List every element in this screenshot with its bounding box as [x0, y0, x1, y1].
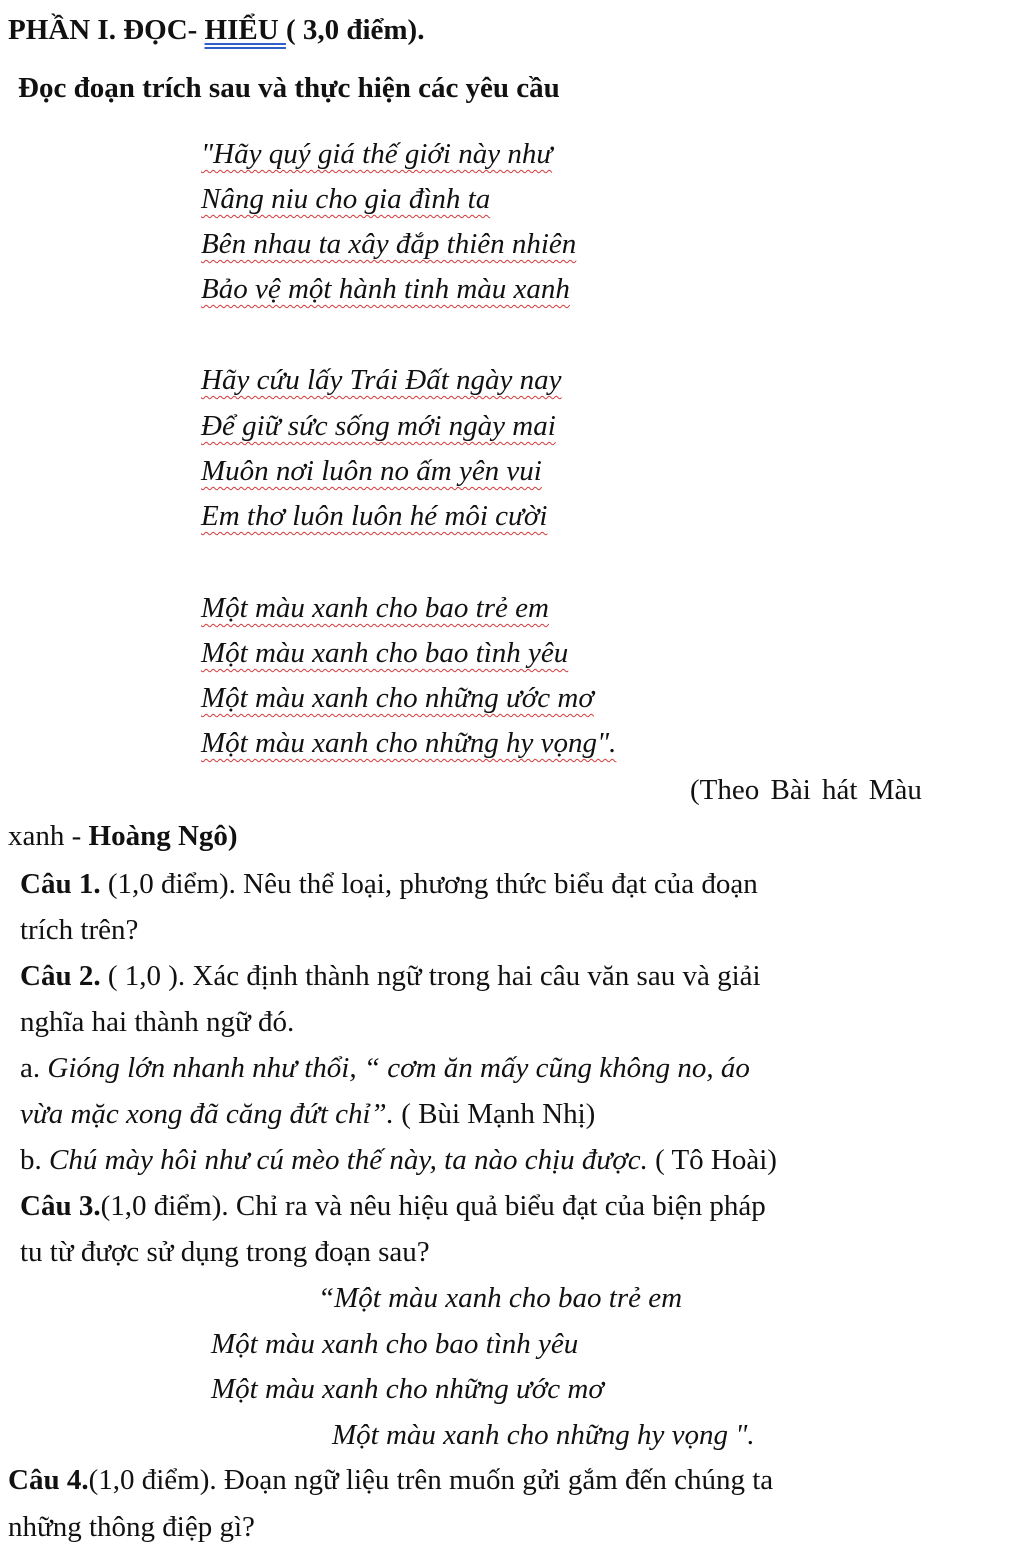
poem-line: Hãy cứu lấy Trái Đất ngày nay	[201, 364, 562, 396]
poem-line: Em thơ luôn luôn hé môi cười	[201, 500, 548, 532]
instruction-heading: Đọc đoạn trích sau và thực hiện các yêu cầu	[18, 72, 560, 104]
question-2a-cont	[20, 1096, 595, 1132]
poem-line: Muôn nơi luôn no ấm yên vui	[201, 455, 542, 487]
question-2a-source: ( Bùi Mạnh Nhị)	[393, 1098, 596, 1130]
poem-line: "Hãy quý giá thế giới này như	[201, 138, 553, 170]
question-2a-prefix: a.	[20, 1052, 48, 1084]
quote-line: “Một màu xanh cho bao trẻ em	[318, 1282, 683, 1314]
question-2b-prefix: b.	[20, 1144, 49, 1176]
question-2-cont: nghĩa hai thành ngữ đó.	[20, 1006, 295, 1038]
part-title-underlined: HIỂU	[204, 14, 286, 46]
question-3-cont: tu từ được sử dụng trong đoạn sau?	[20, 1236, 430, 1268]
poem-line: Một màu xanh cho những ước mơ	[201, 682, 594, 714]
question-4-text: (1,0 điểm). Đoạn ngữ liệu trên muốn gửi gắm đến chúng ta	[88, 1464, 774, 1496]
part-title	[8, 12, 424, 48]
question-1-text: (1,0 điểm). Nêu thể loại, phương thức biểu đạt của đoạn	[100, 868, 758, 900]
poem-line: Để giữ sức sống mới ngày mai	[201, 410, 556, 442]
question-3-text: (1,0 điểm). Chỉ ra và nêu hiệu quả biểu đạt của biện pháp	[100, 1190, 766, 1222]
question-2b	[20, 1142, 777, 1178]
question-2-text: ( 1,0 ). Xác định thành ngữ trong hai câu văn sau và giải	[100, 960, 761, 992]
poem-line: Bên nhau ta xây đắp thiên nhiên	[201, 228, 577, 260]
question-2b-text: Chú mày hôi như cú mèo thế này, ta nào chịu được.	[49, 1144, 648, 1176]
question-1	[20, 866, 758, 902]
question-2-label: Câu 2.	[20, 960, 101, 992]
poem-line: Nâng niu cho gia đình ta	[201, 183, 491, 215]
part-title-suffix: ( 3,0 điểm).	[285, 14, 425, 46]
quote-line: Một màu xanh cho những ước mơ	[211, 1373, 604, 1405]
question-3	[20, 1188, 766, 1224]
question-2b-source: ( Tô Hoài)	[647, 1144, 777, 1176]
question-2a	[20, 1050, 750, 1086]
part-title-prefix: PHẦN I. ĐỌC-	[8, 14, 205, 46]
source-author-name: Hoàng Ngô)	[88, 820, 238, 852]
question-2	[20, 958, 761, 994]
question-4-cont: những thông điệp gì?	[8, 1511, 255, 1543]
question-3-label: Câu 3.	[20, 1190, 101, 1222]
source-song-end: xanh -	[8, 820, 89, 852]
poem-line: Một màu xanh cho bao tình yêu	[201, 637, 569, 669]
question-1-label: Câu 1.	[20, 868, 101, 900]
question-2a-text: Gióng lớn nhanh như thổi, “ cơm ăn mấy cũng không no, áo	[47, 1052, 750, 1084]
poem-line: Một màu xanh cho những hy vọng".	[201, 727, 617, 759]
quote-line: Một màu xanh cho bao tình yêu	[211, 1328, 579, 1360]
question-4	[8, 1462, 773, 1498]
question-1-cont: trích trên?	[20, 914, 139, 946]
source-author	[8, 818, 238, 854]
question-4-label: Câu 4.	[8, 1464, 89, 1496]
poem-line: Bảo vệ một hành tinh màu xanh	[201, 273, 570, 305]
poem-line: Một màu xanh cho bao trẻ em	[201, 592, 549, 624]
quote-line: Một màu xanh cho những hy vọng ".	[332, 1419, 755, 1451]
question-2a-text-cont: vừa mặc xong đã căng đứt chỉ”.	[20, 1098, 394, 1130]
source-line: (Theo Bài hát Màu	[690, 774, 922, 806]
